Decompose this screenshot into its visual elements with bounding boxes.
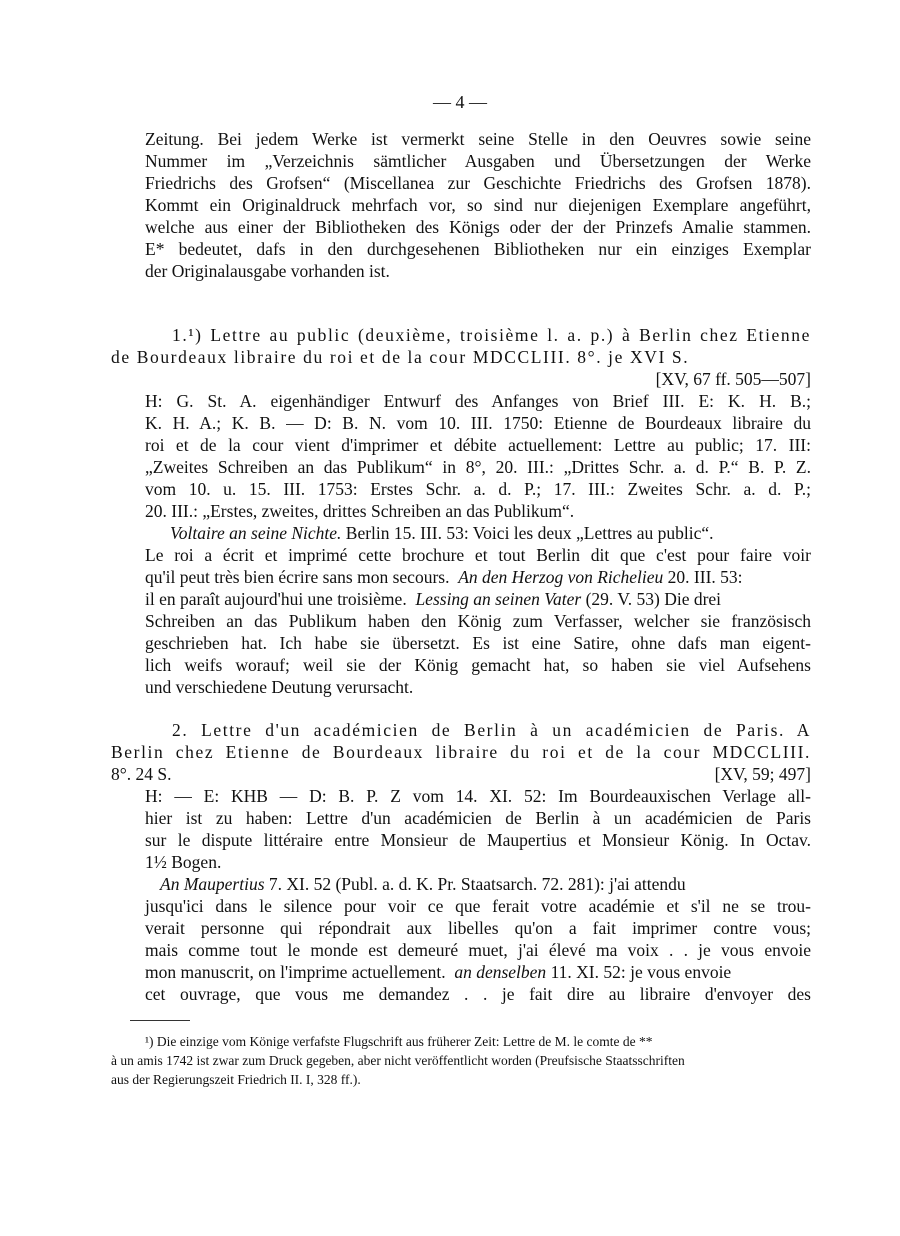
quote-text: (29. V. 53) Die drei: [581, 589, 722, 609]
entry-1-body-line: K. H. A.; K. B. — D: B. N. vom 10. III. 1750: Etienne de Bourdeaux libraire du: [145, 413, 811, 433]
entry-1-body-line: roi et de la cour vient d'imprimer et débite actuellement: Lettre au public; 17. III:: [145, 435, 811, 455]
entry-2-letter-intro: [160, 873, 686, 895]
entry-1-quote-line: [145, 566, 743, 588]
entry-1-quote-line: Le roi a écrit et imprimé cette brochure et tout Berlin dit que c'est pour faire voir: [145, 545, 811, 565]
entry-1-title-line: de Bourdeaux libraire du roi et de la cour MDCCLIII. 8°. je XVI S.: [111, 347, 690, 367]
entry-2-format: 8°. 24 S.: [111, 764, 172, 784]
entry-2-body-line: hier ist zu haben: Lettre d'un académicien de Berlin à un académicien de Paris: [145, 808, 811, 828]
entry-2-letter-line: mais comme tout le monde est demeuré muet, j'ai élevé ma voix . . je vous envoie: [145, 940, 811, 960]
intro-line: der Originalausgabe vorhanden ist.: [145, 261, 390, 281]
entry-2-letter-line: jusqu'ici dans le silence pour voir ce que ferait votre académie et s'il ne se trou-: [145, 896, 811, 916]
entry-1-reference: [XV, 67 ff. 505—507]: [655, 369, 811, 389]
entry-1-quote-intro: [170, 522, 714, 544]
entry-2-body-line: H: — E: KHB — D: B. P. Z vom 14. XI. 52: Im Bourdeauxischen Verlage all-: [145, 786, 811, 806]
entry-1-tail-line: und verschiedene Deutung verursacht.: [145, 677, 414, 697]
intro-line: Kommt ein Originaldruck mehrfach vor, so sind nur diejenigen Exemplare angeführt,: [145, 195, 811, 215]
page-number: — 4 —: [433, 92, 487, 112]
quote-text: 20. III. 53:: [663, 567, 743, 587]
intro-line: E* bedeutet, dafs in den durchgesehenen Bibliotheken nur ein einziges Exemplar: [145, 239, 811, 259]
entry-2-letter-line: verait personne qui répondrait aux libelles qu'on a fait imprimer contre vous;: [145, 918, 811, 938]
footnote-line: aus der Regierungszeit Friedrich II. I, 328 ff.).: [111, 1072, 361, 1087]
citation-maupertius: An Maupertius: [160, 874, 265, 894]
intro-line: Friedrichs des Grofsen“ (Miscellanea zur Geschichte Friedrichs des Grofsen 1878).: [145, 173, 811, 193]
entry-1-tail-line: geschrieben hat. Ich habe sie übersetzt. Es ist eine Satire, ohne dafs man eigent-: [145, 633, 811, 653]
entry-1-tail-line: Schreiben an das Publikum haben den König zum Verfasser, welcher sie französisch: [145, 611, 811, 631]
entry-2-title-line: Berlin chez Etienne de Bourdeaux libraire du roi et de la cour MDCCLIII.: [111, 742, 811, 762]
footnote-line: ¹) Die einzige vom Könige verfafste Flugschrift aus früherer Zeit: Lettre de M. le comte de **: [145, 1034, 653, 1049]
entry-2-body-line: 1½ Bogen.: [145, 852, 222, 872]
entry-2-letter-line: cet ouvrage, que vous me demandez . . je fait dire au libraire d'envoyer des: [145, 984, 811, 1004]
entry-2-body-line: sur le dispute littéraire entre Monsieur de Maupertius et Monsieur König. In Octav.: [145, 830, 811, 850]
entry-2-reference: [XV, 59; 497]: [714, 764, 811, 784]
entry-2-letter-line: [145, 961, 731, 983]
footnote-rule: [130, 1020, 190, 1021]
letter-text: 11. XI. 52: je vous envoie: [546, 962, 732, 982]
intro-line: welche aus einer der Bibliotheken des Königs oder der der Prinzefs Amalie stammen.: [145, 217, 811, 237]
entry-1-body-line: „Zweites Schreiben an das Publikum“ in 8°, 20. III.: „Drittes Schr. a. d. P.“ B. P. Z.: [145, 457, 811, 477]
quote-text: qu'il peut très bien écrire sans mon secours.: [145, 567, 450, 587]
entry-2-title-line: 2. Lettre d'un académicien de Berlin à un académicien de Paris. A: [172, 720, 811, 740]
citation-voltaire: Voltaire an seine Nichte.: [170, 523, 342, 543]
letter-text: 7. XI. 52 (Publ. a. d. K. Pr. Staatsarch. 72. 281): j'ai attendu: [264, 874, 686, 894]
intro-line: Zeitung. Bei jedem Werke ist vermerkt seine Stelle in den Oeuvres sowie seine: [145, 129, 811, 149]
quote-text: il en paraît aujourd'hui une troisième.: [145, 589, 407, 609]
entry-1-tail-line: lich weifs worauf; weil sie der König gemacht hat, so haben sie viel Aufsehens: [145, 655, 811, 675]
footnote-line: à un amis 1742 ist zwar zum Druck gegeben, aber nicht veröffentlicht worden (Preufsische Staatsschriften: [111, 1053, 685, 1068]
entry-1-title-line: 1.¹) Lettre au public (deuxième, troisième l. a. p.) à Berlin chez Etienne: [172, 325, 811, 345]
entry-1-body-line: vom 10. u. 15. III. 1753: Erstes Schr. a. d. P.; 17. III.: Zweites Schr. a. d. P.;: [145, 479, 811, 499]
citation-lessing: Lessing an seinen Vater: [415, 589, 582, 609]
quote-text: Berlin 15. III. 53: Voici les deux „Lettres au public“.: [341, 523, 714, 543]
entry-1-body-line: H: G. St. A. eigenhändiger Entwurf des Anfanges von Brief III. E: K. H. B.;: [145, 391, 811, 411]
citation-denselben: an denselben: [454, 962, 547, 982]
intro-line: Nummer im „Verzeichnis sämtlicher Ausgaben und Übersetzungen der Werke: [145, 151, 811, 171]
citation-richelieu: An den Herzog von Richelieu: [458, 567, 664, 587]
entry-1-quote-line: [145, 588, 721, 610]
entry-1-body-line: 20. III.: „Erstes, zweites, drittes Schreiben an das Publikum“.: [145, 501, 575, 521]
letter-text: mon manuscrit, on l'imprime actuellement.: [145, 962, 446, 982]
